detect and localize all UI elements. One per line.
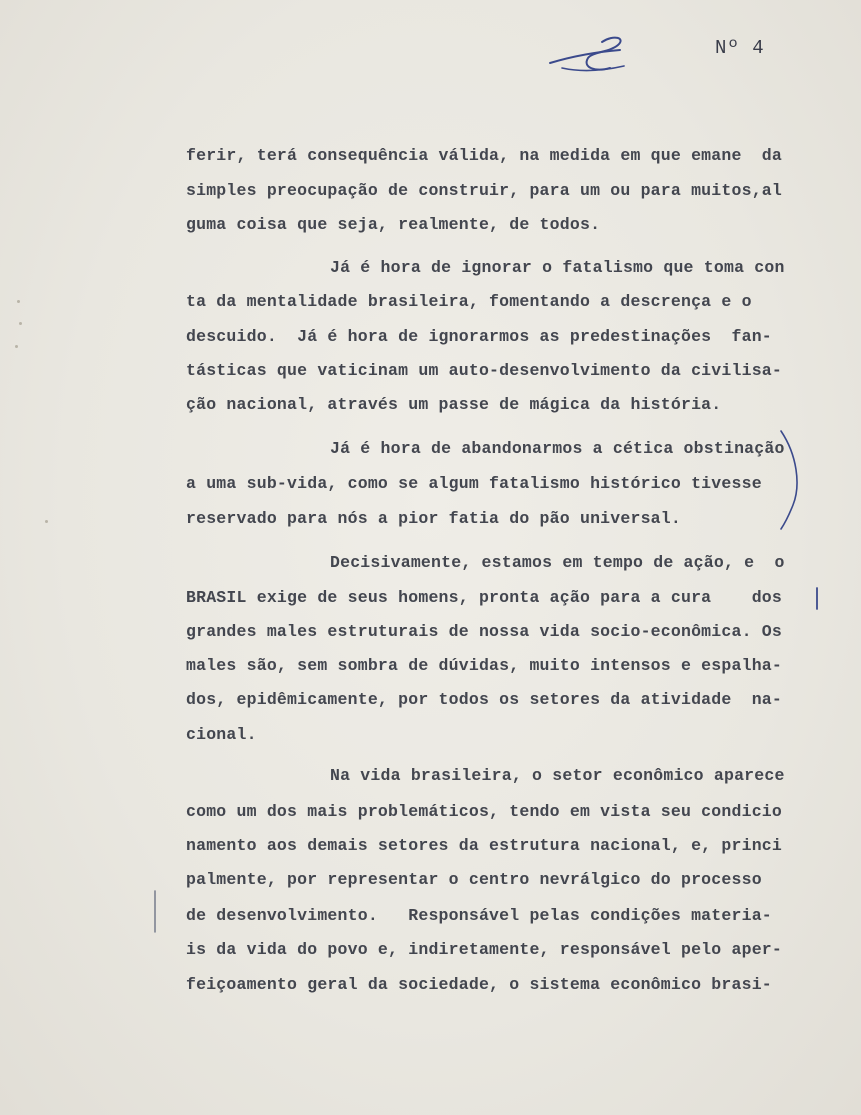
text-line: Já é hora de ignorar o fatalismo que toma con	[330, 258, 785, 277]
text-line: Na vida brasileira, o setor econômico aparece	[330, 766, 785, 785]
text-line: dos, epidêmicamente, por todos os setores da atividade na-	[186, 690, 782, 709]
text-line: BRASIL exige de seus homens, pronta ação para a cura dos	[186, 588, 782, 607]
paper-speck	[15, 345, 18, 348]
text-line: reservado para nós a pior fatia do pão universal.	[186, 509, 681, 528]
text-line: Já é hora de abandonarmos a cética obstinação	[330, 439, 785, 458]
text-line: como um dos mais problemáticos, tendo em vista seu condicio	[186, 802, 782, 821]
page-number: Nº 4	[715, 37, 765, 59]
margin-bracket-mark	[775, 425, 805, 535]
margin-tick-mark	[812, 585, 822, 615]
text-line: tásticas que vaticinam um auto-desenvolvimento da civilisa-	[186, 361, 782, 380]
paper-speck	[45, 520, 48, 523]
text-line: descuido. Já é hora de ignorarmos as predestinações fan-	[186, 327, 772, 346]
text-line: cional.	[186, 725, 257, 744]
paper-speck	[19, 322, 22, 325]
text-line: namento aos demais setores da estrutura nacional, e, princi	[186, 836, 782, 855]
text-line: palmente, por representar o centro nevrálgico do processo	[186, 870, 762, 889]
text-line: de desenvolvimento. Responsável pelas condições materia-	[186, 906, 772, 925]
left-margin-mark	[150, 888, 160, 938]
paper-speck	[17, 300, 20, 303]
text-line: males são, sem sombra de dúvidas, muito intensos e espalha-	[186, 656, 782, 675]
text-line: ta da mentalidade brasileira, fomentando a descrença e o	[186, 292, 752, 311]
handwritten-initial	[540, 30, 630, 80]
text-line: ção nacional, através um passe de mágica da história.	[186, 395, 722, 414]
text-line: ferir, terá consequência válida, na medida em que emane da	[186, 146, 782, 165]
text-line: Decisivamente, estamos em tempo de ação, e o	[330, 553, 785, 572]
text-line: guma coisa que seja, realmente, de todos.	[186, 215, 601, 234]
text-line: grandes males estruturais de nossa vida socio-econômica. Os	[186, 622, 782, 641]
text-line: simples preocupação de construir, para um ou para muitos,al	[186, 181, 782, 200]
text-line: is da vida do povo e, indiretamente, responsável pelo aper-	[186, 940, 782, 959]
text-line: a uma sub-vida, como se algum fatalismo histórico tivesse	[186, 474, 762, 493]
text-line: feiçoamento geral da sociedade, o sistema econômico brasi-	[186, 975, 772, 994]
